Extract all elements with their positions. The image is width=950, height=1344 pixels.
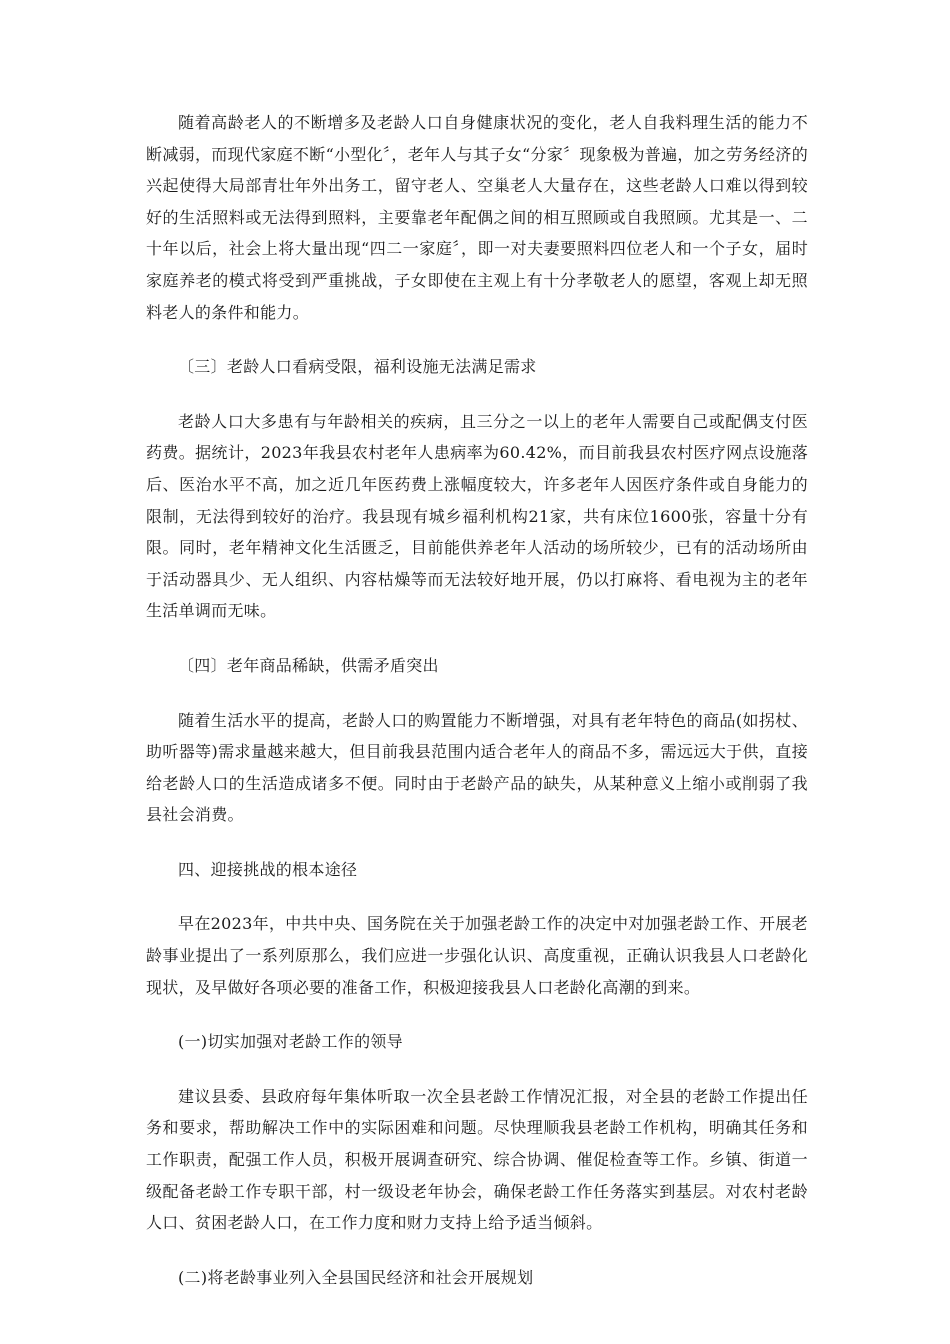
section-heading-medical: 〔三〕老龄人口看病受限，福利设施无法满足需求: [178, 357, 537, 377]
section-heading-goods: 〔四〕老年商品稀缺，供需矛盾突出: [178, 655, 439, 675]
document-body: [146, 107, 808, 1316]
section-heading-approach: 四、迎接挑战的根本途径: [178, 859, 358, 879]
paragraph-family-care: 随着高龄老人的不断增多及老龄人口自身健康状况的变化，老人自我料理生活的能力不断减弱，而现代家庭不断“小型化〞，老年人与其子女“分家〞现象极为普遍，加之劳务经济的兴起使得大局部青壮年外出务工，留守老人、空巢老人大量存在，这些老龄人口难以得到较好的生活照料或无法得到照料，主要靠老年配偶之间的相互照顾或自我照顾。尤其是一、二十年以后，社会上将大量出现“四二一家庭〞，即一对夫妻要照料四位老人和一个子女，届时家庭养老的模式将受到严重挑战，子女即使在主观上有十分孝敬老人的愿望，客观上却无照料老人的条件和能力。: [146, 113, 808, 322]
subsection-heading-leadership: (一)切实加强对老龄工作的领导: [178, 1032, 403, 1052]
paragraph-central-decision: 早在2023年，中共中央、国务院在关于加强老龄工作的决定中对加强老龄工作、开展老龄事业提出了一系列原那么，我们应进一步强化认识、高度重视，正确认识我县人口老龄化现状，及早做好各项必要的准备工作，积极迎接我县人口老龄化高潮的到来。: [146, 914, 808, 997]
paragraph-medical-welfare: 老龄人口大多患有与年龄相关的疾病，且三分之一以上的老年人需要自己或配偶支付医药费。据统计，2023年我县农村老年人患病率为60.42%，而目前我县农村医疗网点设施落后、医治水平不高，加之近几年医药费上涨幅度较大，许多老年人因医疗条件或自身能力的限制，无法得到较好的治疗。我县现有城乡福利机构21家，共有床位1600张，容量十分有限。同时，老年精神文化生活匮乏，目前能供养老年人活动的场所较少，已有的活动场所由于活动器具少、无人组织、内容枯燥等而无法较好地开展，仍以打麻将、看电视为主的老年生活单调而无味。: [146, 411, 808, 621]
subsection-heading-planning: (二)将老龄事业列入全县国民经济和社会开展规划: [178, 1267, 534, 1287]
paragraph-elderly-goods: 随着生活水平的提高，老龄人口的购置能力不断增强，对具有老年特色的商品(如拐杖、助听器等)需求量越来越大，但目前我县范围内适合老年人的商品不多，需远远大于供，直接给老龄人口的生活造成诸多不便。同时由于老龄产品的缺失，从某种意义上缩小或削弱了我县社会消费。: [146, 710, 808, 825]
paragraph-leadership: 建议县委、县政府每年集体听取一次全县老龄工作情况汇报，对全县的老龄工作提出任务和要求，帮助解决工作中的实际困难和问题。尽快理顺我县老龄工作机构，明确其任务和工作职责，配强工作人员，积极开展调查研究、综合协调、催促检查等工作。乡镇、街道一级配备老龄工作专职干部，村一级设老年协会，确保老龄工作任务落实到基层。对农村老龄人口、贫困老龄人口，在工作力度和财力支持上给予适当倾斜。: [146, 1086, 808, 1233]
